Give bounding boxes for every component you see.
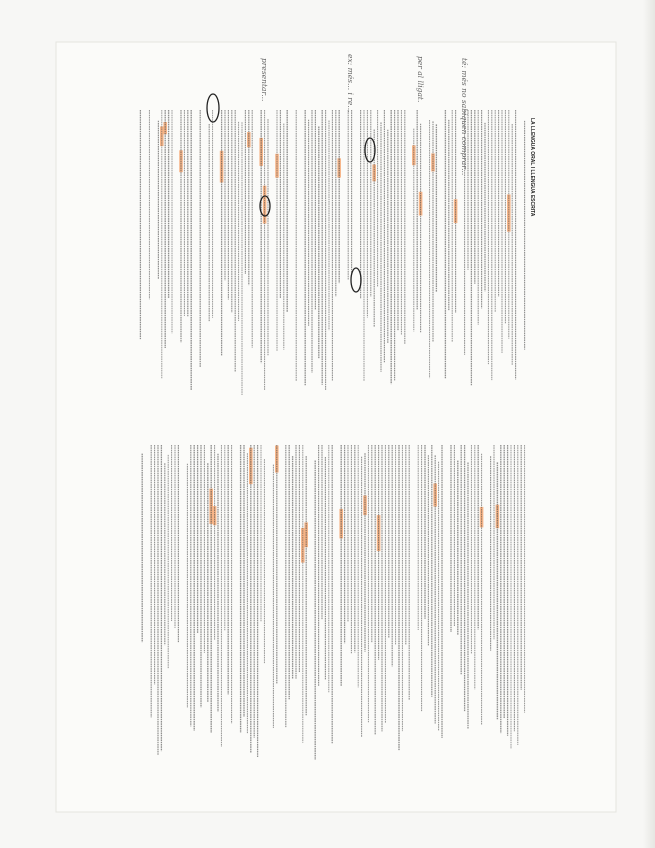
document-title: LA LLENGUA ORAL I LLENGUA ESCRITA — [529, 118, 535, 217]
handwritten-note: té: més no sabiquen comprar... — [460, 58, 469, 176]
handwritten-note: presentar... — [260, 58, 269, 102]
handwritten-note: per al lligat. — [416, 56, 425, 103]
handwritten-note: ex: més... i re... — [346, 54, 355, 113]
